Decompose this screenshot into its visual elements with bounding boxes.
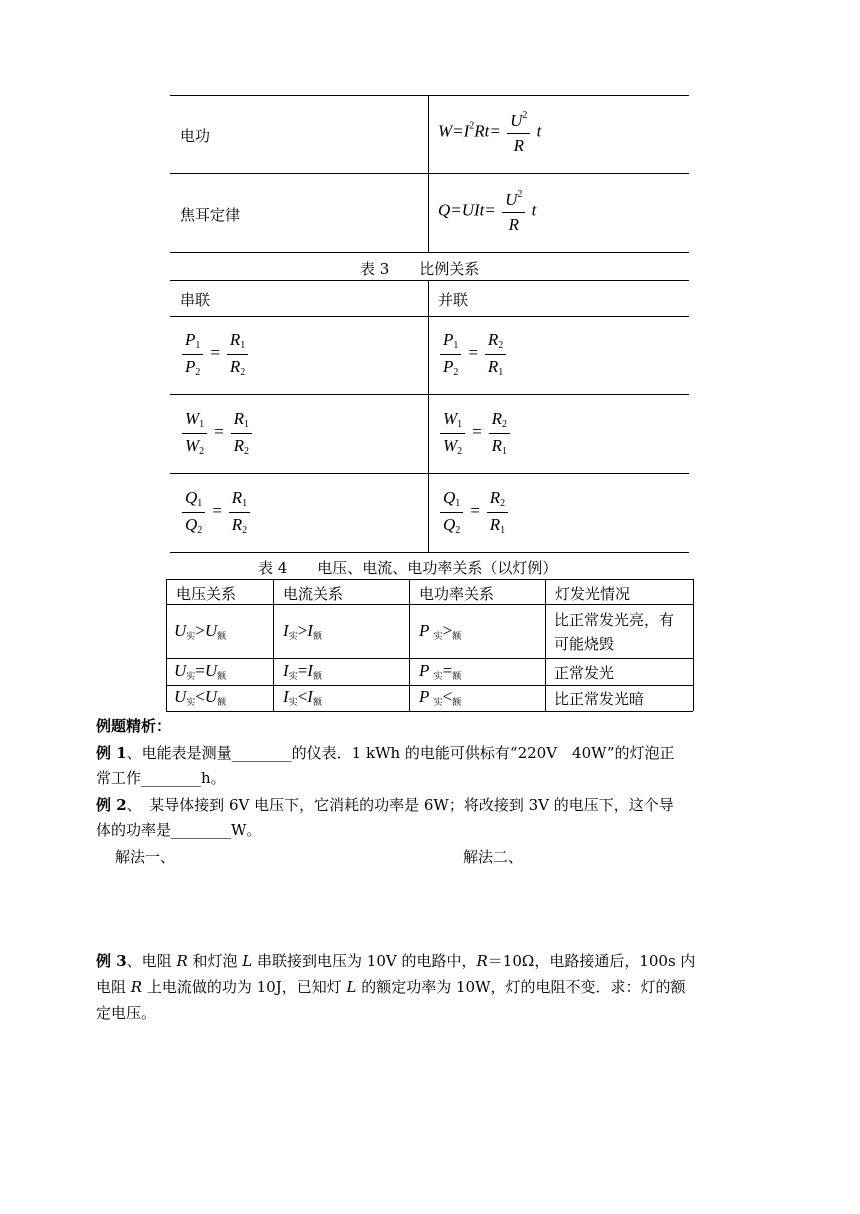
table4-header-current: 电流关系 — [283, 585, 344, 603]
voltage-relation-greater: U实>U额 — [174, 621, 227, 641]
current-relation-equal: I实=I额 — [283, 661, 322, 681]
current-relation-less: I实<I额 — [283, 687, 322, 707]
example-3-line-2: 电阻 R 上电流做的功为 10J，已知灯 L 的额定功率为 10W，灯的电阻不变．求：灯的额 — [96, 978, 686, 996]
ratio-series-work: $\frac{W_1}{W_2}$ = $\frac{R_1}{R_2}$ — [180, 409, 254, 457]
table3-caption: 表 3 比例关系 — [360, 260, 480, 278]
table3-header-series: 串联 — [180, 291, 211, 309]
table4-caption: 表 4 电压、电流、电功率关系（以灯例） — [258, 559, 558, 577]
example-3-line-1: 例 3、电阻 R 和灯泡 L 串联接到电压为 10V 的电路中，R＝10Ω，电路接通后，100s 内 — [96, 952, 696, 970]
ratio-series-heat: $\frac{Q_1}{Q_2}$ = $\frac{R_1}{R_2}$ — [180, 488, 252, 536]
power-relation-less: P 实<额 — [419, 687, 462, 707]
light-may-burn: 可能烧毁 — [554, 635, 615, 653]
formula-joule-law: Q=UIt= $\frac{U^2}{R}$ t — [438, 189, 537, 234]
example-2-method-1: 解法一、 — [115, 848, 176, 866]
examples-heading: 例题精析： — [96, 717, 172, 735]
ratio-parallel-power: $\frac{P_1}{P_2}$ = $\frac{R_2}{R_1}$ — [438, 330, 508, 378]
table4-header-voltage: 电压关系 — [176, 585, 237, 603]
example-2-method-2: 解法二、 — [463, 848, 524, 866]
current-relation-greater: I实>I额 — [283, 621, 322, 641]
light-normal: 正常发光 — [554, 664, 615, 682]
voltage-relation-less: U实<U额 — [174, 687, 227, 707]
example-1-line-2: 常工作________h。 — [96, 769, 226, 787]
label-electric-work: 电功 — [180, 127, 211, 145]
ratio-series-power: $\frac{P_1}{P_2}$ = $\frac{R_1}{R_2}$ — [180, 330, 250, 378]
table3-header-parallel: 并联 — [438, 291, 469, 309]
table4-header-power: 电功率关系 — [419, 585, 495, 603]
example-3-line-3: 定电压。 — [96, 1004, 157, 1022]
table4-header-light: 灯发光情况 — [555, 585, 631, 603]
example-2-line-2: 体的功率是________W。 — [96, 821, 262, 839]
ratio-parallel-work: $\frac{W_1}{W_2}$ = $\frac{R_2}{R_1}$ — [438, 409, 512, 457]
formula-electric-work: $W=I^2Rt=$ $\frac{U^2}{R}$ t — [438, 110, 542, 155]
power-relation-greater: P 实>额 — [419, 621, 462, 641]
ratio-parallel-heat: $\frac{Q_1}{Q_2}$ = $\frac{R_2}{R_1}$ — [438, 488, 510, 536]
label-joule-law: 焦耳定律 — [180, 206, 241, 224]
example-2-line-1: 例 2、 某导体接到 6V 电压下，它消耗的功率是 6W；将改接到 3V 的电压下，这个导 — [96, 796, 674, 814]
power-relation-equal: P 实=额 — [419, 661, 462, 681]
light-brighter: 比正常发光亮，有 — [554, 611, 675, 629]
voltage-relation-equal: U实=U额 — [174, 661, 227, 681]
example-1-line-1: 例 1、电能表是测量________的仪表．1 kWh 的电能可供标有“220V 40W”的灯泡正 — [96, 744, 675, 762]
light-dimmer: 比正常发光暗 — [554, 690, 645, 708]
